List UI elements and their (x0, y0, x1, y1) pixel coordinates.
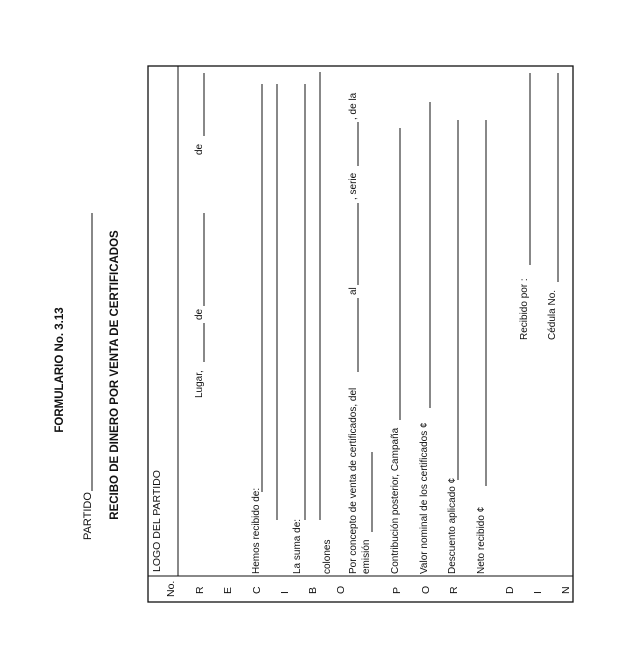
left-letter-5: B (307, 586, 319, 594)
colones-label: colones (322, 539, 333, 574)
emision-label: emisión (361, 539, 372, 574)
left-letter-12: N (560, 586, 572, 594)
left-letter-6: O (335, 585, 347, 594)
lugar-de-label-1: de (194, 308, 205, 320)
concepto-label: Por concepto de venta de certificados, del (348, 387, 359, 574)
left-letter-2: E (222, 586, 234, 594)
formulario-number: FORMULARIO No. 3.13 (54, 307, 66, 433)
left-letter-1: R (194, 586, 206, 594)
left-letter-8: O (420, 585, 432, 594)
receipt-frame (148, 66, 573, 602)
hemos-recibido-label: Hemos recibido de: (251, 487, 262, 574)
concepto-al-label: al (348, 287, 359, 295)
concepto-serie-label: , serie (348, 172, 359, 200)
descuento-label: Descuento aplicado ¢ (447, 477, 458, 574)
lugar-label: Lugar, (194, 370, 205, 398)
left-letter-3: C (251, 586, 263, 594)
suma-label: La suma de: (292, 518, 303, 574)
lugar-de-label-2: de (194, 143, 205, 155)
receipt-number-label: No. (165, 580, 177, 597)
left-letter-11: I (532, 591, 544, 594)
recibido-por-label: Recibido por : (519, 278, 530, 340)
logo-label: LOGO DEL PARTIDO (151, 470, 163, 572)
cedula-label: Cédula No. (547, 289, 558, 340)
partido-label: PARTIDO (82, 492, 94, 540)
neto-label: Neto recibido ¢ (476, 506, 487, 574)
left-letter-4: I (279, 591, 291, 594)
contribucion-label: Contribución posterior, Campaña (390, 427, 401, 574)
left-letter-9: R (448, 586, 460, 594)
concepto-de-la-label: , de la (348, 92, 359, 120)
form-title: RECIBO DE DINERO POR VENTA DE CERTIFICADOS (109, 230, 121, 520)
left-letter-10: D (504, 586, 516, 594)
valor-nominal-label: Valor nominal de los certificados ¢ (419, 422, 430, 574)
left-letter-7: P (391, 586, 403, 594)
